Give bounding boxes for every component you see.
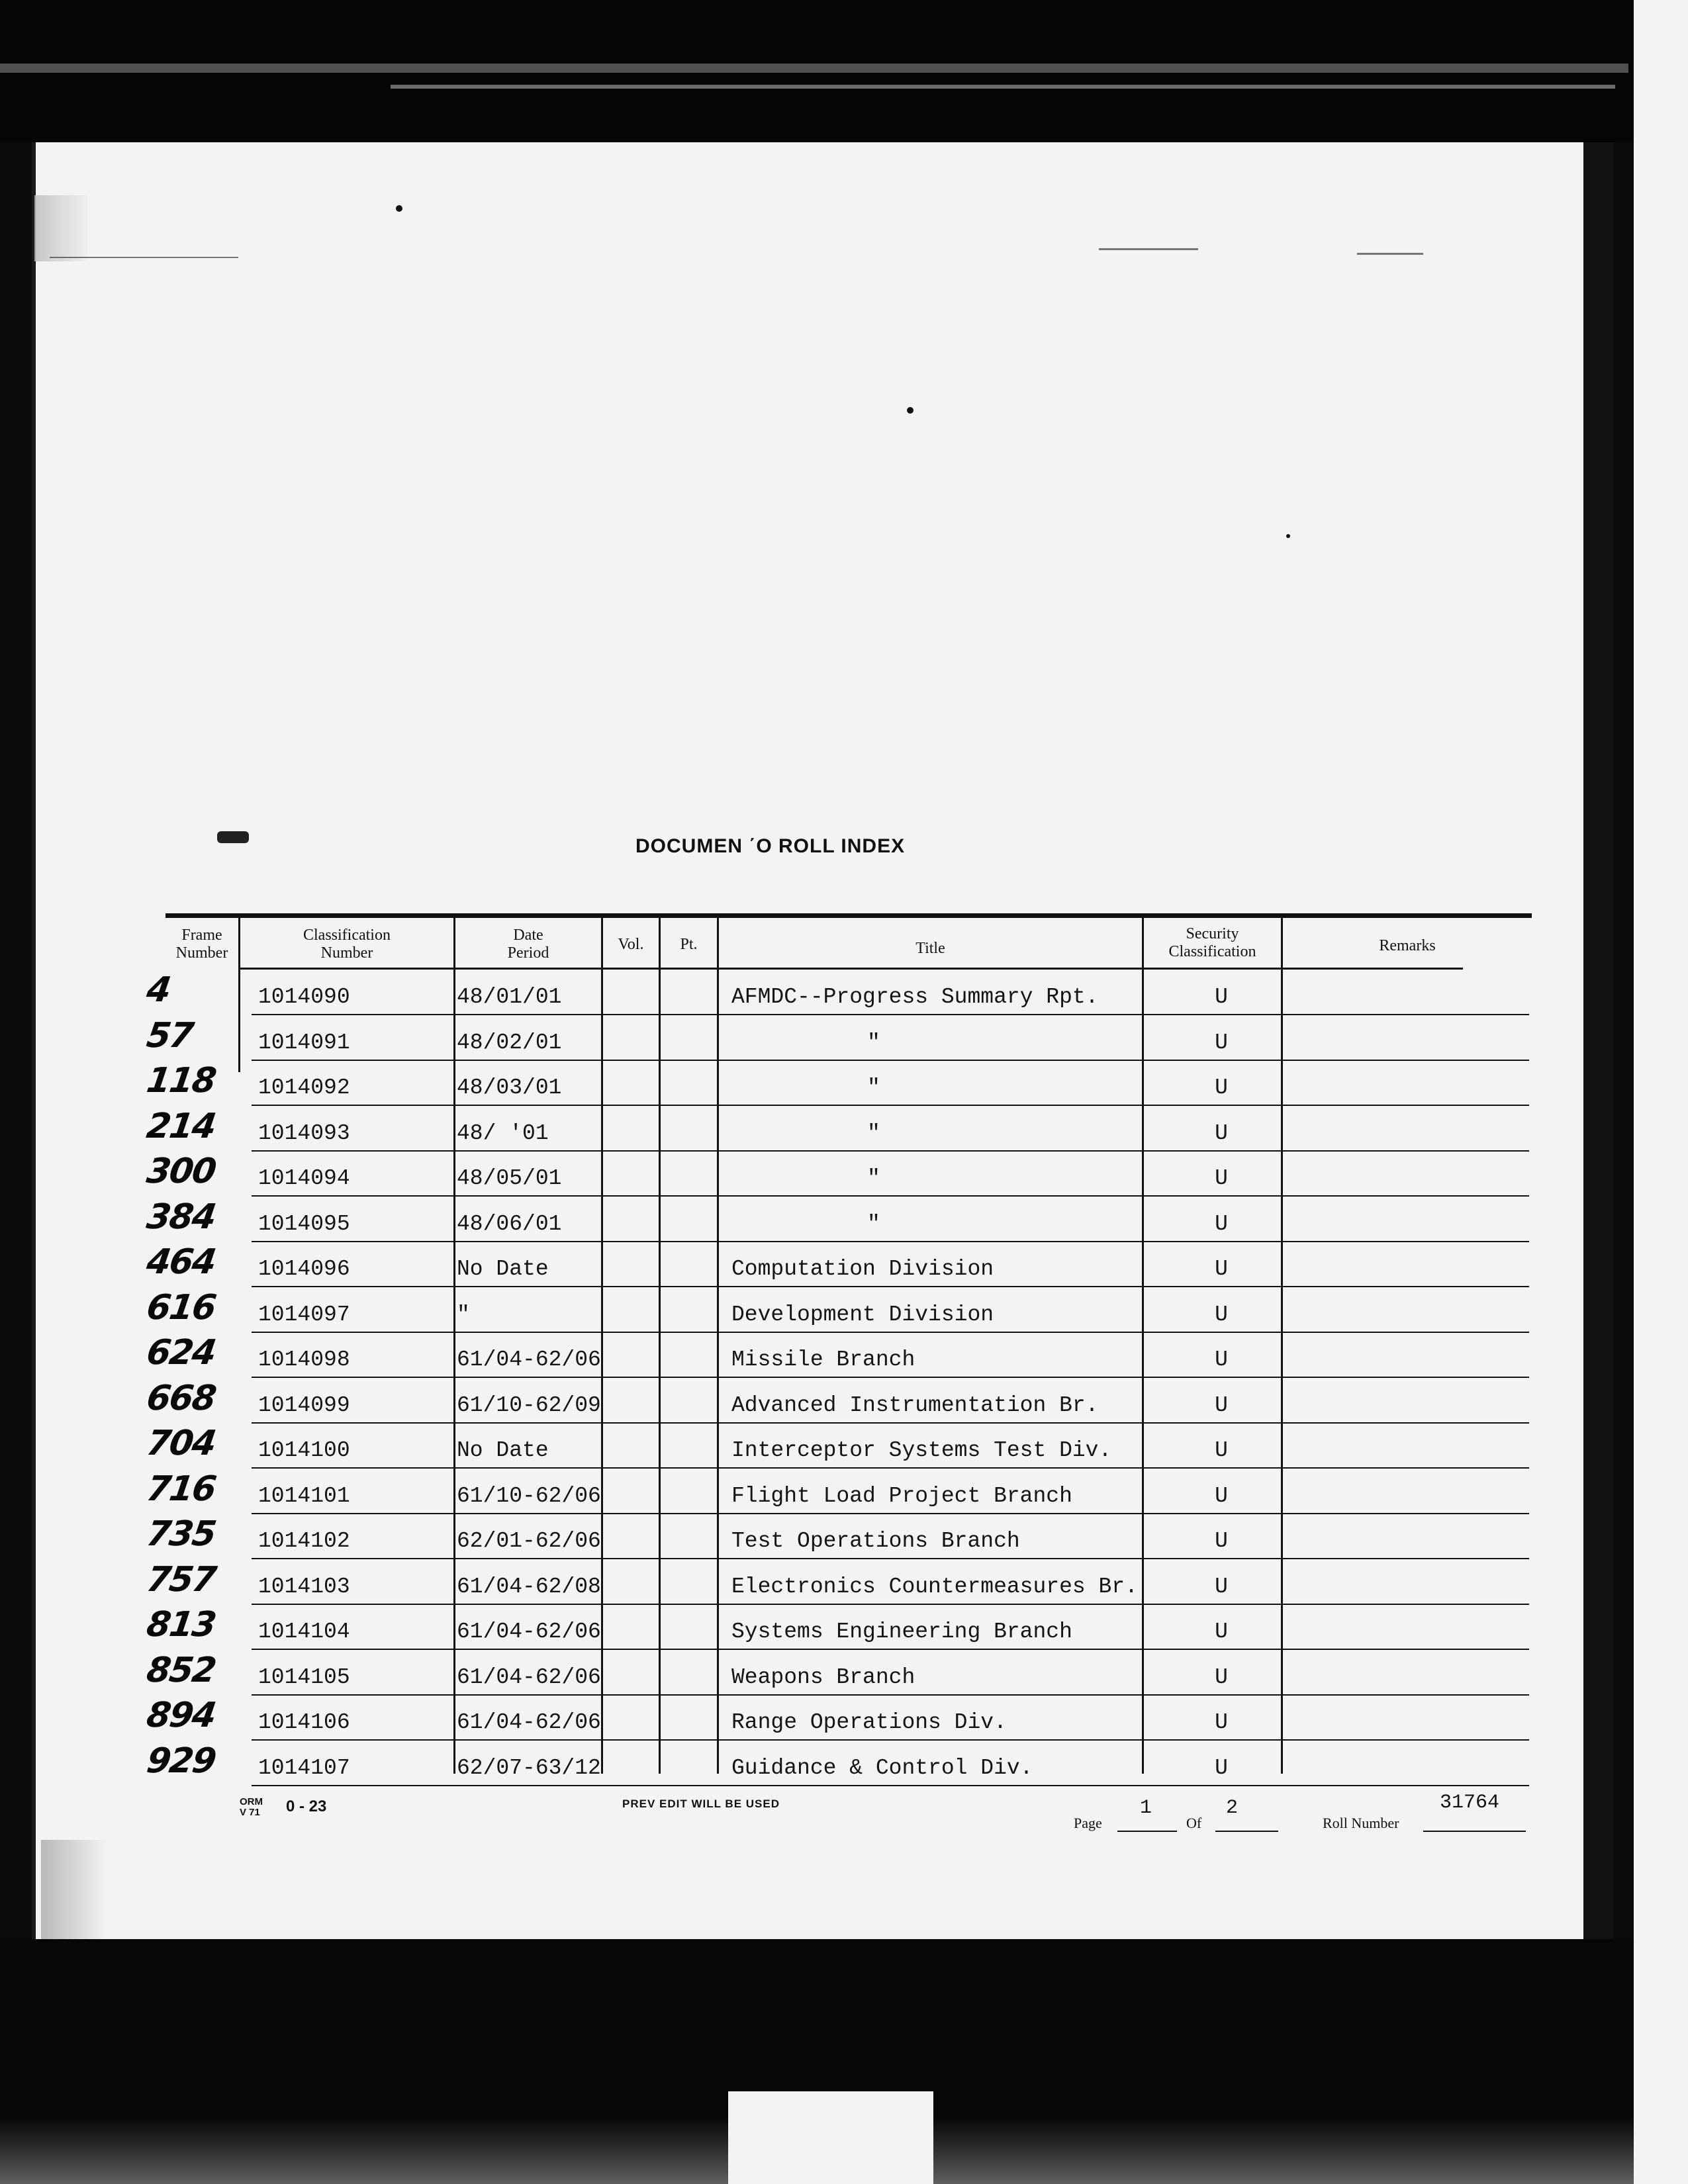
frame-number: 704	[144, 1424, 218, 1463]
frame-number: 118	[144, 1061, 218, 1101]
frame-number: 716	[144, 1469, 218, 1509]
title-cell: Missile Branch	[731, 1347, 915, 1372]
title-cell: Development Division	[731, 1302, 994, 1327]
title-cell: Weapons Branch	[731, 1664, 915, 1690]
table-row	[144, 1242, 1532, 1290]
roll-number-label: Roll Number	[1323, 1815, 1399, 1831]
date-period: 62/07-63/12	[457, 1755, 601, 1780]
roll-number: 31764	[1440, 1792, 1500, 1814]
title-cell: Flight Load Project Branch	[731, 1483, 1072, 1508]
classification-number: 1014103	[258, 1574, 350, 1599]
frame-number: 735	[144, 1514, 218, 1554]
security-classification: U	[1215, 1166, 1228, 1191]
table-row	[144, 1424, 1532, 1471]
prev-edit-note: PREV EDIT WILL BE USED	[622, 1797, 780, 1810]
date-period: 62/01-62/06	[457, 1529, 601, 1553]
classification-number: 1014102	[258, 1529, 350, 1553]
header-line: Security	[1186, 925, 1239, 942]
classification-number: 1014104	[258, 1619, 350, 1644]
classification-number: 1014101	[258, 1483, 350, 1508]
table-row	[144, 1287, 1532, 1336]
header-rule	[238, 968, 1463, 970]
table-row	[144, 1333, 1532, 1381]
date-period: 48/06/01	[457, 1211, 562, 1236]
header-line: Number	[320, 944, 373, 962]
header-pt: Pt.	[680, 936, 698, 953]
frame-number: 894	[144, 1696, 218, 1735]
header-line: Classification	[1168, 943, 1256, 960]
security-classification: U	[1215, 1347, 1228, 1372]
frame-number: 929	[144, 1741, 218, 1781]
security-classification: U	[1215, 1302, 1228, 1327]
title-cell: AFMDC--Progress Summary Rpt.	[731, 985, 1099, 1009]
frame-number: 464	[144, 1242, 218, 1282]
table-row	[144, 1514, 1532, 1562]
classification-number: 1014105	[258, 1664, 350, 1690]
classification-number: 1014091	[258, 1030, 350, 1055]
classification-number: 1014106	[258, 1710, 350, 1735]
frame-number: 57	[144, 1015, 195, 1056]
date-period: No Date	[457, 1438, 549, 1463]
frame-number: 624	[144, 1333, 218, 1373]
title-cell: Guidance & Control Div.	[731, 1755, 1033, 1780]
table-row	[144, 1015, 1532, 1064]
classification-number: 1014090	[258, 985, 350, 1009]
page-number: 1	[1140, 1797, 1152, 1819]
title-cell: "	[867, 1166, 880, 1191]
title-cell: "	[867, 1211, 880, 1236]
film-scratch	[0, 64, 1628, 73]
stray-mark	[1099, 248, 1198, 250]
classification-number: 1014099	[258, 1392, 350, 1418]
stray-mark	[50, 257, 238, 258]
table-row	[144, 1559, 1532, 1608]
security-classification: U	[1215, 1120, 1228, 1146]
classification-number: 1014097	[258, 1302, 350, 1327]
table-row	[144, 1741, 1532, 1789]
security-classification: U	[1215, 985, 1228, 1009]
date-period: 48/05/01	[457, 1166, 562, 1191]
classification-number: 1014107	[258, 1755, 350, 1780]
frame-number: 300	[144, 1152, 218, 1191]
header-security-classification	[1144, 925, 1281, 961]
frame-number: 384	[144, 1197, 218, 1237]
title-cell: Advanced Instrumentation Br.	[731, 1392, 1099, 1418]
date-period: 61/10-62/06	[457, 1483, 601, 1508]
security-classification: U	[1215, 1755, 1228, 1780]
classification-number: 1014092	[258, 1075, 350, 1100]
header-line: Classification	[303, 927, 391, 944]
form-code	[240, 1797, 263, 1818]
header-frame-number	[165, 927, 238, 962]
security-classification: U	[1215, 1211, 1228, 1236]
classification-number: 1014100	[258, 1438, 350, 1463]
security-classification: U	[1215, 1529, 1228, 1553]
table-row	[144, 970, 1532, 1018]
date-period: 61/04-62/06	[457, 1619, 601, 1644]
table-row	[144, 1152, 1532, 1199]
date-period: 61/04-62/06	[457, 1347, 601, 1372]
table-row	[144, 1696, 1532, 1743]
scan-smudge	[34, 195, 87, 261]
table-row	[144, 1106, 1532, 1154]
form-number: 0 - 23	[286, 1797, 327, 1815]
table-row	[144, 1378, 1532, 1426]
page-shadow-right	[1583, 142, 1613, 1939]
roll-number-blank	[1423, 1831, 1526, 1832]
title-cell: "	[867, 1075, 880, 1100]
table-row	[144, 1197, 1532, 1245]
speck	[907, 407, 914, 414]
speck	[1286, 534, 1290, 538]
date-period: 48/ '01	[457, 1120, 549, 1146]
table-row	[144, 1469, 1532, 1517]
classification-number: 1014098	[258, 1347, 350, 1372]
security-classification: U	[1215, 1619, 1228, 1644]
security-classification: U	[1215, 1392, 1228, 1418]
classification-number: 1014093	[258, 1120, 350, 1146]
speck	[396, 205, 402, 212]
security-classification: U	[1215, 1574, 1228, 1599]
security-classification: U	[1215, 1030, 1228, 1055]
classification-number: 1014094	[258, 1166, 350, 1191]
frame-number: 757	[144, 1559, 218, 1600]
frame-number: 852	[144, 1650, 218, 1690]
table-row	[144, 1650, 1532, 1698]
frame-number: 616	[144, 1287, 218, 1328]
film-tab	[728, 2091, 933, 2184]
roll-index-table	[144, 913, 1532, 1781]
table-top-rule	[165, 913, 1532, 918]
table-row	[144, 1061, 1532, 1109]
header-vol: Vol.	[618, 936, 644, 953]
header-line: Frame	[181, 927, 222, 944]
date-period: 48/03/01	[457, 1075, 562, 1100]
document-title: DOCUMEN ΄O ROLL INDEX	[635, 835, 906, 857]
title-cell: Computation Division	[731, 1257, 994, 1281]
date-period: 61/04-62/06	[457, 1664, 601, 1690]
date-period: No Date	[457, 1257, 549, 1281]
date-period: 61/10-62/09	[457, 1392, 601, 1418]
title-cell: Range Operations Div.	[731, 1710, 1007, 1735]
header-line: Number	[175, 944, 228, 962]
security-classification: U	[1215, 1438, 1228, 1463]
classification-number: 1014095	[258, 1211, 350, 1236]
header-classification-number	[240, 927, 453, 962]
header-line: Period	[507, 944, 549, 962]
form-code-line: V 71	[240, 1807, 260, 1818]
title-cell: Interceptor Systems Test Div.	[731, 1438, 1112, 1463]
header-date-period	[455, 927, 601, 962]
page-label: Page	[1074, 1815, 1102, 1831]
stray-mark	[1357, 253, 1423, 255]
table-row	[144, 1605, 1532, 1653]
classification-number: 1014096	[258, 1257, 350, 1281]
of-label: Of	[1186, 1815, 1202, 1831]
header-line: Date	[513, 927, 543, 944]
frame-number: 668	[144, 1378, 218, 1418]
date-period: 61/04-62/08	[457, 1574, 601, 1599]
frame-number: 4	[144, 970, 173, 1010]
film-scratch	[391, 85, 1615, 89]
date-period: 61/04-62/06	[457, 1710, 601, 1735]
security-classification: U	[1215, 1483, 1228, 1508]
title-cell: Test Operations Branch	[731, 1529, 1020, 1553]
scan-smudge	[41, 1840, 107, 1939]
title-cell: "	[867, 1030, 880, 1055]
page-blank	[1117, 1831, 1177, 1832]
security-classification: U	[1215, 1664, 1228, 1690]
security-classification: U	[1215, 1710, 1228, 1735]
security-classification: U	[1215, 1257, 1228, 1281]
scan-margin-right	[1634, 0, 1688, 2184]
date-period: 48/01/01	[457, 985, 562, 1009]
header-title: Title	[915, 940, 945, 957]
title-cell: "	[867, 1120, 880, 1146]
title-cell: Electronics Countermeasures Br.	[731, 1574, 1138, 1599]
title-cell: Systems Engineering Branch	[731, 1619, 1072, 1644]
form-code-line: ORM	[240, 1796, 263, 1807]
header-remarks: Remarks	[1379, 937, 1436, 954]
of-blank	[1215, 1831, 1278, 1832]
ink-blot	[217, 831, 249, 843]
total-pages: 2	[1226, 1797, 1239, 1819]
date-period: "	[457, 1302, 470, 1327]
security-classification: U	[1215, 1075, 1228, 1100]
frame-number: 813	[144, 1605, 218, 1645]
frame-number: 214	[144, 1106, 218, 1146]
date-period: 48/02/01	[457, 1030, 562, 1055]
